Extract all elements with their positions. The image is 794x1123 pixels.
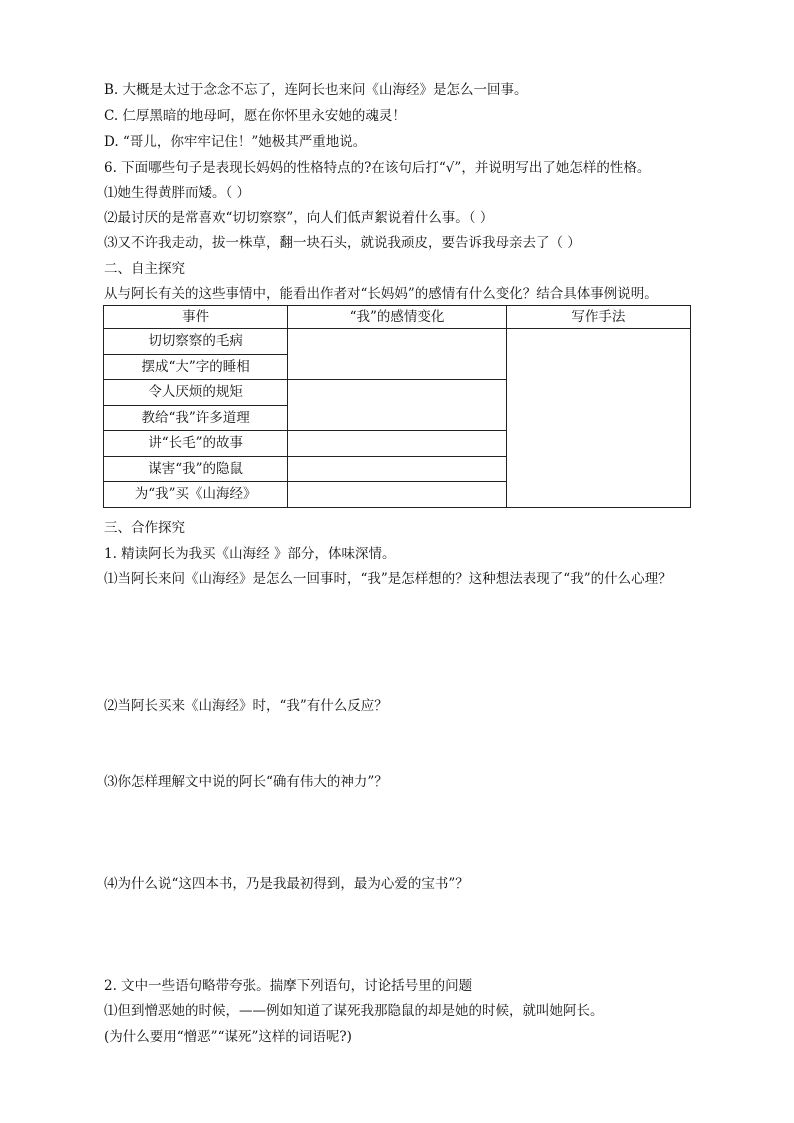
feeling-cell[interactable] (288, 431, 506, 457)
question-6-item-2: ⑵最讨厌的是常喜欢“切切察察”，向人们低声絮说着什么事。（ ） (104, 210, 494, 226)
section-2-title: 二、自主探究 (104, 261, 185, 277)
event-cell: 讲“长毛”的故事 (104, 431, 288, 457)
event-cell: 教给“我”许多道理 (104, 405, 288, 431)
exercise-1-q2: ⑵当阿长买来《山海经》时，“我”有什么反应？ (104, 698, 388, 714)
table-row (104, 329, 691, 355)
header-technique: 写作手法 (506, 306, 690, 329)
question-6-item-3: ⑶又不许我走动，拔一株草，翻一块石头，就说我顽皮，要告诉我母亲去了（ ） (104, 235, 581, 251)
feeling-cell[interactable] (288, 329, 506, 380)
exercise-1-q4: ⑷为什么说“这四本书，乃是我最初得到，最为心爱的宝书”？ (104, 876, 469, 892)
feeling-cell[interactable] (288, 456, 506, 482)
exercise-2: 2. 文中一些语句略带夸张。揣摩下列语句，讨论括号里的问题 (104, 978, 473, 994)
exercise-2-item-1-question: (为什么要用“憎恶”“谋死”这样的词语呢?) (104, 1029, 352, 1045)
technique-cell[interactable] (506, 329, 690, 508)
event-cell: 令人厌烦的规矩 (104, 380, 288, 406)
section-3-title: 三、合作探究 (104, 520, 185, 536)
question-6: 6. 下面哪些句子是表现长妈妈的性格特点的?在该句后打“√”，并说明写出了她怎样的性格。 (104, 160, 651, 176)
line-option-c: C. 仁厚黑暗的地母呵，愿在你怀里永安她的魂灵！ (104, 108, 406, 124)
section-2-prompt: 从与阿长有关的这些事情中，能看出作者对“长妈妈”的感情有什么变化？结合具体事例说明。 (104, 286, 658, 302)
feeling-cell[interactable] (288, 380, 506, 431)
exercise-1: 1. 精读阿长为我买《山海经 》部分，体味深情。 (104, 546, 396, 562)
header-event: 事件 (104, 306, 288, 329)
exercise-1-q3: ⑶你怎样理解文中说的阿长“确有伟大的神力”？ (104, 774, 388, 790)
question-6-item-1: ⑴她生得黄胖而矮。（ ） (104, 185, 251, 201)
event-cell: 谋害“我”的隐鼠 (104, 456, 288, 482)
event-cell: 摆成“大”字的睡相 (104, 354, 288, 380)
exercise-2-item-1: ⑴但到憎恶她的时候，——例如知道了谋死我那隐鼠的却是她的时候，就叫她阿长。 (104, 1003, 604, 1019)
events-table (103, 305, 691, 508)
feeling-cell[interactable] (288, 482, 506, 508)
table-header-row (104, 306, 691, 329)
event-cell: 切切察察的毛病 (104, 329, 288, 355)
event-cell: 为“我”买《山海经》 (104, 482, 288, 508)
line-option-d: D. “哥儿，你牢牢记住！”她极其严重地说。 (104, 134, 367, 150)
exercise-1-q1: ⑴当阿长来问《山海经》是怎么一回事时，“我”是怎样想的？这种想法表现了“我”的什么心理？ (104, 571, 672, 587)
header-feeling: “我”的感情变化 (288, 306, 506, 329)
line-option-b: B. 大概是太过于念念不忘了，连阿长也来问《山海经》是怎么一回事。 (104, 82, 528, 98)
